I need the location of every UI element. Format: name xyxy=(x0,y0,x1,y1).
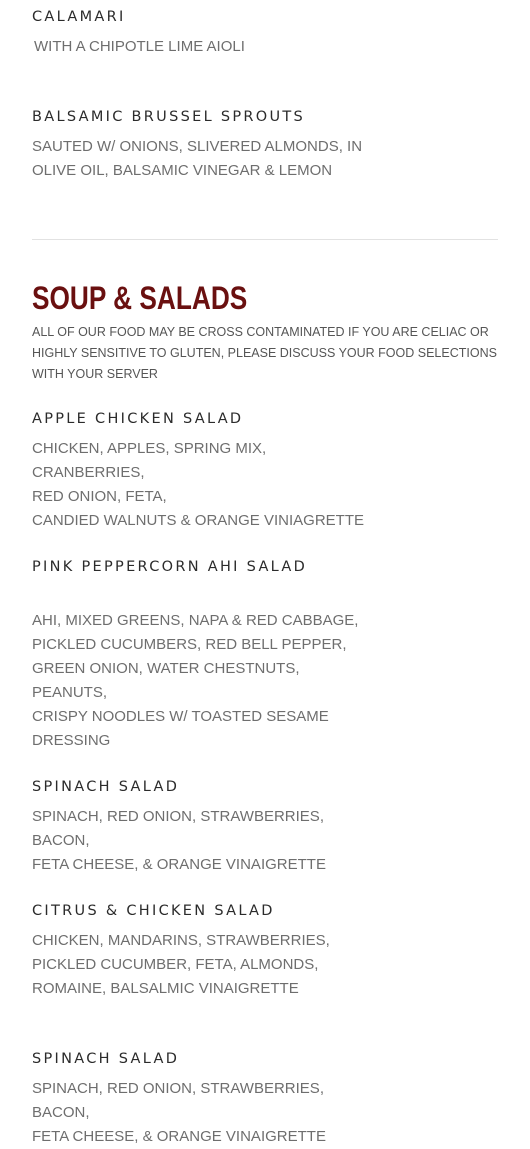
menu-item-name: BALSAMIC BRUSSEL SPROUTS xyxy=(32,109,306,125)
menu-item xyxy=(32,107,305,127)
section-header xyxy=(32,280,295,317)
menu-item xyxy=(32,7,126,27)
menu-item xyxy=(32,901,275,921)
menu-item xyxy=(32,777,179,797)
gluten-notice: ALL OF OUR FOOD MAY BE CROSS CONTAMINATED IF YOU ARE CELIAC OR HIGHLY SENSITIVE TO GLUTEN, PLEASE DISCUSS YOUR FOOD SELECTIONS WITH YOUR SERVER xyxy=(32,325,497,381)
menu-item-name: SPINACH SALAD xyxy=(32,1051,180,1067)
menu-item-name: SPINACH SALAD xyxy=(32,779,180,795)
section-note-wrap xyxy=(32,322,502,385)
section-title: SOUP & SALADS xyxy=(32,280,248,316)
menu-item-description: SAUTED W/ ONIONS, SLIVERED ALMONDS, IN OLIVE OIL, BALSAMIC VINEGAR & LEMON xyxy=(32,138,363,179)
menu-item-name: CALAMARI xyxy=(32,9,126,25)
menu-item-description: SPINACH, RED ONION, STRAWBERRIES, BACON, FETA CHEESE, & ORANGE VINAIGRETTE xyxy=(32,1080,326,1145)
menu-item-description: SPINACH, RED ONION, STRAWBERRIES, BACON, FETA CHEESE, & ORANGE VINAIGRETTE xyxy=(32,808,326,873)
menu-item-description-wrap xyxy=(32,1077,372,1149)
menu-item xyxy=(32,557,307,577)
menu-item-name: APPLE CHICKEN SALAD xyxy=(32,411,244,427)
menu-item-description-wrap xyxy=(32,135,372,183)
menu-item-description-wrap xyxy=(32,929,372,1001)
menu-item xyxy=(32,1049,179,1069)
menu-item-description: AHI, MIXED GREENS, NAPA & RED CABBAGE, PICKLED CUCUMBERS, RED BELL PEPPER, GREEN ONION, WATER CHESTNUTS, PEANUTS, CRISPY NOODLES W/ TOASTED SESAME DRESSING xyxy=(32,612,359,749)
section-divider xyxy=(32,239,498,240)
menu-item-description-wrap xyxy=(32,35,374,59)
menu-item-description-wrap xyxy=(32,437,372,533)
menu-item-name: PINK PEPPERCORN AHI SALAD xyxy=(32,559,308,575)
menu-item-description-wrap xyxy=(32,805,372,877)
menu-item-description: CHICKEN, APPLES, SPRING MIX, CRANBERRIES, RED ONION, FETA, CANDIED WALNUTS & ORANGE VINIAGRETTE xyxy=(32,440,364,529)
menu-item-description: WITH A CHIPOTLE LIME AIOLI xyxy=(34,38,245,55)
menu-item-name: CITRUS & CHICKEN SALAD xyxy=(32,903,275,919)
menu-item-description-wrap xyxy=(32,609,372,753)
menu-item xyxy=(32,409,243,429)
menu-item-description: CHICKEN, MANDARINS, STRAWBERRIES, PICKLED CUCUMBER, FETA, ALMONDS, ROMAINE, BALSALMIC VINAIGRETTE xyxy=(32,932,330,997)
